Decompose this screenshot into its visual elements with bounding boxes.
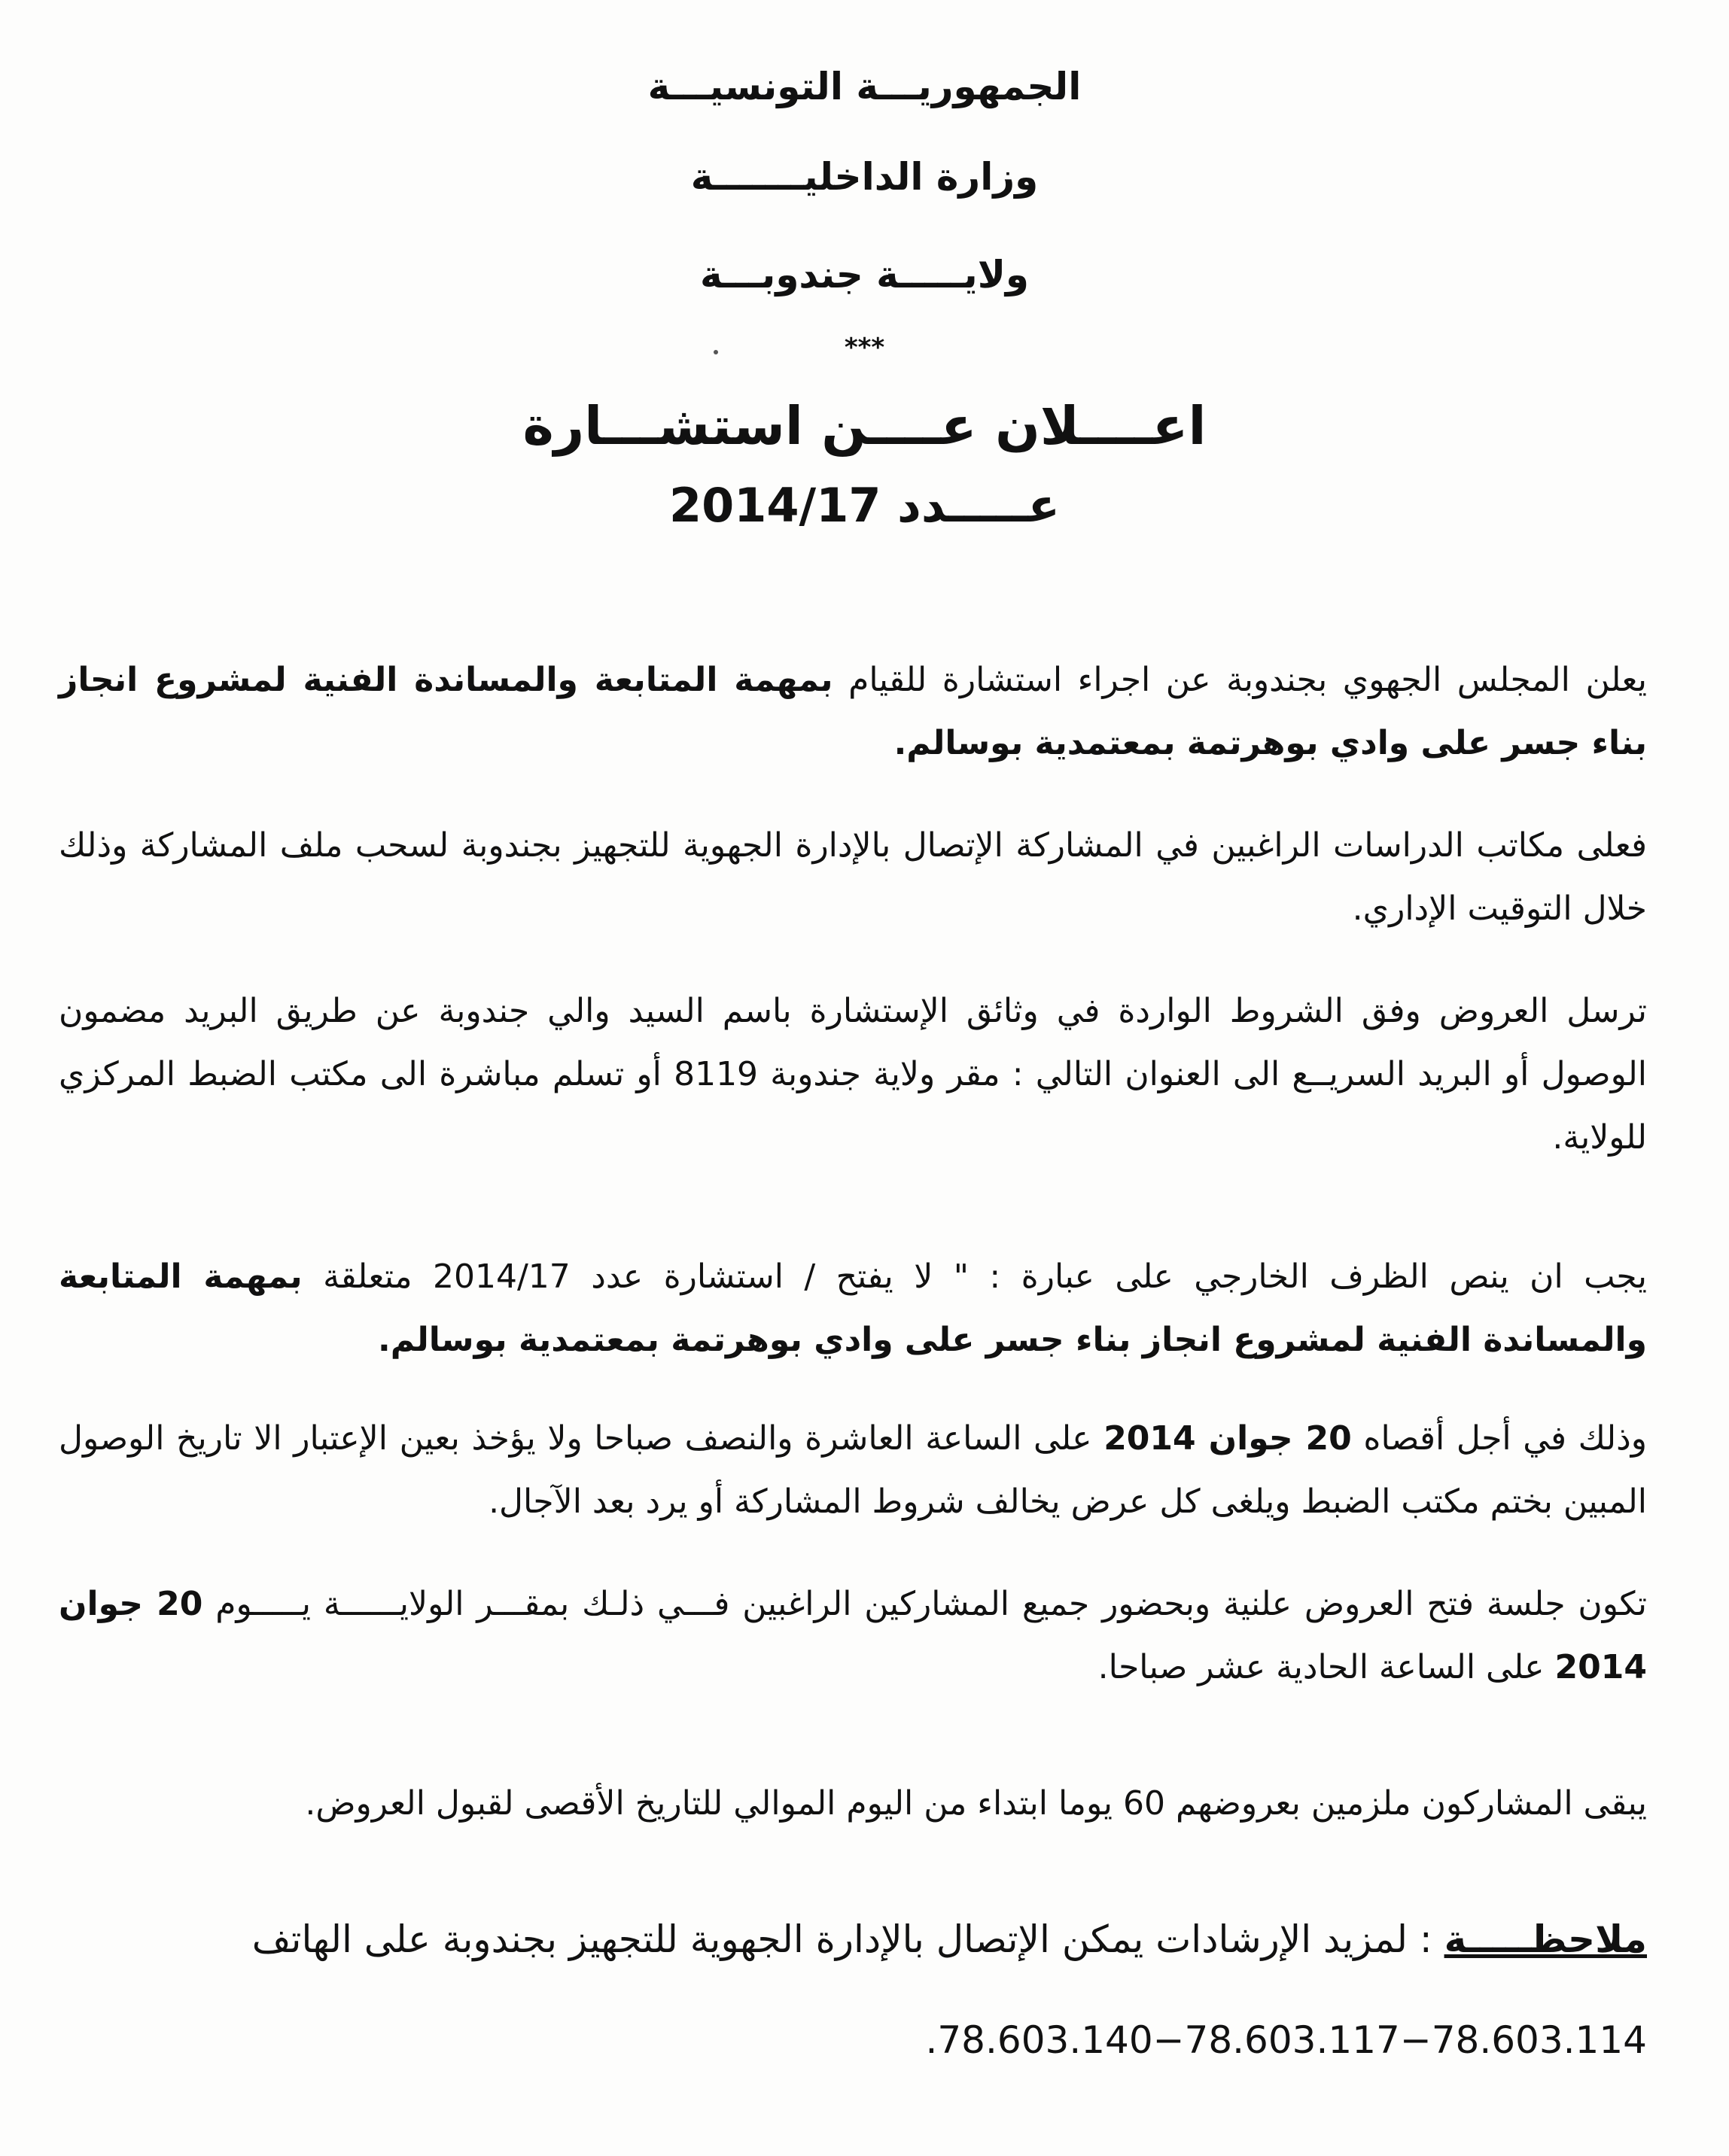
paragraph-validity: يبقى المشاركون ملزمين بعروضهم 60 يوما ابتداء من اليوم الموالي للتاريخ الأقصى لقبول العروض. (305, 1784, 1647, 1823)
paragraph-4-text: يجب ان ينص الظرف الخارجي على عبارة : " لا يفتح / استشارة عدد 2014/17 متعلقة (302, 1257, 1647, 1296)
paragraph-submission: ترسل العروض وفق الشروط الواردة في وثائق الإستشارة باسم السيد والي جندوبة عن طريق البريد مضمون الوصول أو البريد السريــع الى العنوان التالي : مقر ولاية جندوبة 8119 أو تسلم مباشرة الى مكتب الضبط المركزي للولاية. (59, 992, 1647, 1157)
paragraph-6-text-a: تكون جلسة فتح العروض علنية وبحضور جميع المشاركين الراغبين فـــي ذلـك بمقـــر الولايــــــة يـــــوم (202, 1585, 1647, 1623)
deadline-date: 20 جوان 2014 (1103, 1419, 1352, 1458)
scan-speck (714, 350, 718, 354)
phone-numbers: .78.603.140−78.603.117−78.603.114 (925, 2018, 1647, 2062)
opening-date: 20 جوان 2014 (59, 1585, 1647, 1686)
paragraph-withdrawal: فعلى مكاتب الدراسات الراغبين في المشاركة الإتصال بالإدارة الجهوية للتجهيز بجندوبة لسحب ملف المشاركة وذلك خلال التوقيت الإداري. (59, 826, 1647, 928)
paragraph-1-text: يعلن المجلس الجهوي بجندوبة عن اجراء استشارة للقيام (833, 661, 1647, 699)
announcement-title: اعــــلان عــــن استشـــارة (522, 395, 1207, 457)
paragraph-announcement (59, 649, 1729, 775)
note-text: : لمزيد الإرشادات يمكن الإتصال بالإدارة الجهوية للتجهيز بجندوبة على الهاتف (251, 1917, 1444, 1961)
paragraph-5-text-b: على الساعة العاشرة والنصف صباحا ولا يؤخذ بعين الإعتبار الا تاريخ الوصول المبين بختم مكتب الضبط ويلغى كل عرض يخالف شروط المشاركة أو يرد بعد الآجال. (59, 1419, 1647, 1521)
paragraph-envelope (59, 1245, 1729, 1372)
paragraph-1-bold: بمهمة المتابعة والمساندة الفنية لمشروع انجاز بناء جسر على وادي بوهرتمة بمعتمدية بوسالم. (59, 661, 1647, 762)
note-label: ملاحظـــــة (1444, 1917, 1647, 1961)
paragraph-4-bold: بمهمة المتابعة والمساندة الفنية لمشروع انجاز بناء جسر على وادي بوهرتمة بمعتمدية بوسالم. (59, 1257, 1647, 1359)
header-republic: الجمهوريـــة التونسيـــة (647, 65, 1082, 108)
header-governorate: ولايـــــة جندوبـــة (699, 253, 1030, 296)
note-section (59, 1889, 1647, 2091)
paragraph-deadline (59, 1407, 1729, 1534)
paragraph-5-text-a: وذلك في أجل أقصاه (1351, 1419, 1647, 1458)
paragraph-6-text-b: على الساعة الحادية عشر صباحا. (1097, 1648, 1555, 1686)
header-separator-stars: *** (844, 333, 885, 363)
header-ministry: وزارة الداخليـــــــة (690, 155, 1039, 199)
paragraph-opening-session (59, 1573, 1729, 1699)
announcement-number: عـــــدد 2014/17 (668, 478, 1060, 533)
